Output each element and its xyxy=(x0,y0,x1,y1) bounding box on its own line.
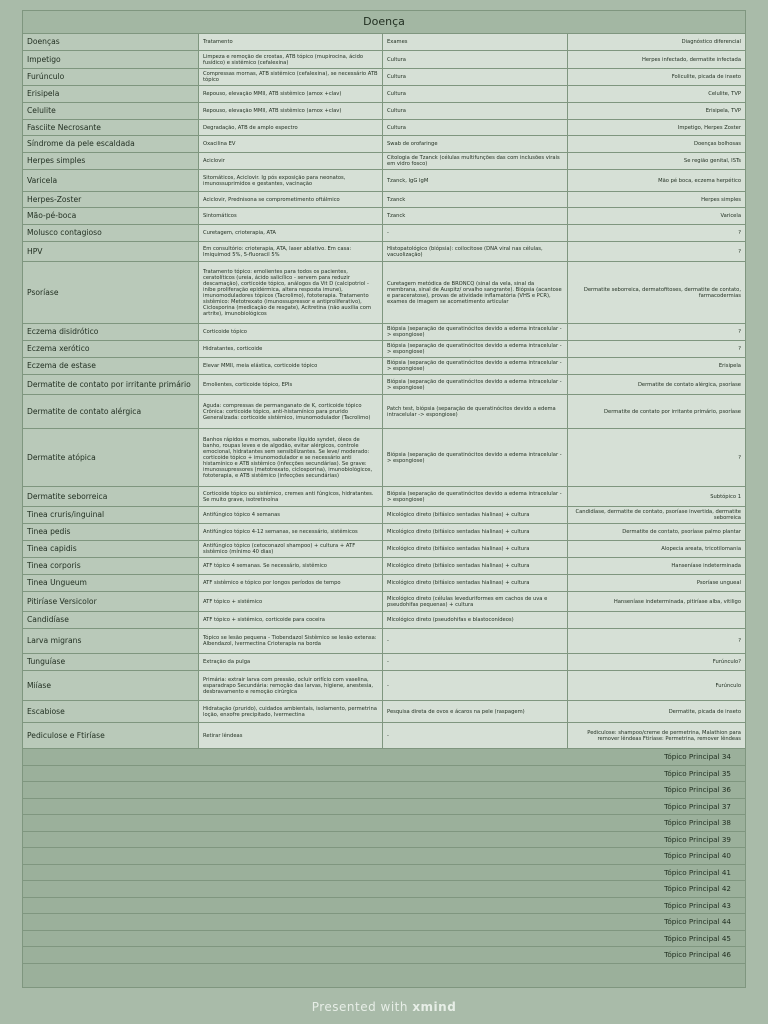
differential-cell[interactable]: Varicela xyxy=(568,208,745,224)
disease-cell[interactable]: Tinea capidis xyxy=(23,541,199,557)
table-row xyxy=(23,723,745,749)
disease-cell[interactable]: Miíase xyxy=(23,671,199,700)
table-row xyxy=(23,324,745,341)
differential-cell[interactable] xyxy=(568,612,745,628)
topic-item[interactable]: Tópico Principal 40 xyxy=(23,848,745,865)
differential-cell[interactable]: Dermatite, picada de inseto xyxy=(568,701,745,722)
table-row xyxy=(23,358,745,375)
exam-cell[interactable]: - xyxy=(383,654,568,670)
disease-cell[interactable]: Dermatite de contato por irritante primário xyxy=(23,375,199,394)
differential-cell[interactable]: Herpes infectado, dermatite infectada xyxy=(568,51,745,68)
table-row xyxy=(23,487,745,507)
disease-cell[interactable]: Pitiríase Versicolor xyxy=(23,592,199,611)
table-row xyxy=(23,375,745,395)
exam-cell[interactable]: Biópsia (separação de queratinócitos devido a edema intracelular -> espongiose) xyxy=(383,358,568,374)
table-grid xyxy=(23,34,745,964)
exam-cell[interactable]: Biópsia (separação de queratinócitos devido a edema intracelular -> espongiose) xyxy=(383,375,568,394)
differential-cell[interactable]: Psoríase ungueal xyxy=(568,575,745,591)
exam-cell[interactable]: Micológico direto (bifásico sentadas hialinas) + cultura xyxy=(383,507,568,523)
table-row xyxy=(23,671,745,701)
treatment-cell[interactable]: Retirar lêndeas xyxy=(199,723,383,748)
table-row xyxy=(23,507,745,524)
table-row xyxy=(23,262,745,324)
exam-cell[interactable]: Biópsia (separação de queratinócitos devido a edema intracelular -> espongiose) xyxy=(383,341,568,357)
disease-cell[interactable]: Fasciite Necrosante xyxy=(23,120,199,135)
treatment-cell[interactable]: Compressas mornas, ATB sistêmico (cefalexina), se necessário ATB tópico xyxy=(199,69,383,85)
treatment-cell[interactable]: Sintomáticos xyxy=(199,208,383,224)
xmind-logo: xmind xyxy=(412,1000,457,1014)
table-row xyxy=(23,136,745,153)
table-row xyxy=(23,86,745,103)
topic-item[interactable]: Tópico Principal 45 xyxy=(23,931,745,948)
table-row xyxy=(23,629,745,654)
table-row xyxy=(23,170,745,192)
table-row xyxy=(23,120,745,136)
disease-cell[interactable]: Dermatite de contato alérgica xyxy=(23,395,199,428)
treatment-cell[interactable]: ATF sistêmico e tópico por longos períodos de tempo xyxy=(199,575,383,591)
table-row xyxy=(23,208,745,225)
treatment-cell[interactable]: Aciclovir xyxy=(199,153,383,169)
treatment-cell[interactable]: Hidratação (prurido), cuidados ambientais, isolamento, permetrina loção, enxofre precipitado, Ivermectina xyxy=(199,701,383,722)
exam-cell[interactable]: Micológico direto (bifásico sentadas hialinas) + cultura xyxy=(383,575,568,591)
differential-cell[interactable]: Hanseníase indeterminada xyxy=(568,558,745,574)
treatment-cell[interactable]: Sitomáticos, Aciclovir. Ig pós exposição para neonatos, imunossuprimidos e gestantes, vacinação xyxy=(199,170,383,191)
differential-cell[interactable]: Foliculite, picada de inseto xyxy=(568,69,745,85)
exam-cell[interactable]: Cultura xyxy=(383,86,568,102)
table-row xyxy=(23,153,745,170)
topic-item[interactable]: Tópico Principal 37 xyxy=(23,799,745,816)
differential-cell[interactable]: Erisipela, TVP xyxy=(568,103,745,119)
topic-item[interactable]: Tópico Principal 42 xyxy=(23,881,745,898)
treatment-cell[interactable]: ATF tópico + sistêmico, corticoide para coceira xyxy=(199,612,383,628)
footer-prefix: Presented with xyxy=(311,1000,408,1014)
topic-item[interactable]: Tópico Principal 36 xyxy=(23,782,745,799)
differential-cell[interactable]: Furúnculo? xyxy=(568,654,745,670)
exam-cell[interactable]: Swab de orofaringe xyxy=(383,136,568,152)
disease-cell[interactable]: Candidíase xyxy=(23,612,199,628)
topic-item[interactable]: Tópico Principal 44 xyxy=(23,914,745,931)
table-row xyxy=(23,395,745,429)
disease-cell[interactable]: Mão-pé-boca xyxy=(23,208,199,224)
exam-cell[interactable]: - xyxy=(383,225,568,241)
table-row xyxy=(23,575,745,592)
disease-cell[interactable]: Tinea pedis xyxy=(23,524,199,540)
disease-cell[interactable]: Impetigo xyxy=(23,51,199,68)
treatment-cell[interactable]: Tópico se lesão pequena - Tiobendazol Sistêmico se lesão extensa: Albendazol, Ivermectina Crioterapia na borda xyxy=(199,629,383,653)
exam-cell[interactable]: Micológico direto (pseudohifas e blastoconídeos) xyxy=(383,612,568,628)
differential-cell[interactable]: Herpes simples xyxy=(568,192,745,207)
disease-cell[interactable]: Tinea cruris/inguinal xyxy=(23,507,199,523)
disease-cell[interactable]: Tinea Ungueum xyxy=(23,575,199,591)
presented-with-footer xyxy=(0,1000,768,1014)
differential-cell[interactable]: Mão pé boca, eczema herpético xyxy=(568,170,745,191)
table-row xyxy=(23,69,745,86)
differential-cell[interactable]: ? xyxy=(568,341,745,357)
table-row xyxy=(23,341,745,358)
table-row xyxy=(23,192,745,208)
differential-cell[interactable]: Dermatite de contato por irritante primário, psoríase xyxy=(568,395,745,428)
topic-item[interactable]: Tópico Principal 39 xyxy=(23,832,745,849)
exam-cell[interactable]: Micológico direto (bifásico sentadas hialinas) + cultura xyxy=(383,541,568,557)
disease-cell[interactable]: Dermatite atópica xyxy=(23,429,199,486)
disease-cell[interactable]: Eczema disidrótico xyxy=(23,324,199,340)
differential-cell[interactable]: Dermatite de contato alérgica, psoríase xyxy=(568,375,745,394)
differential-cell[interactable]: ? xyxy=(568,429,745,486)
table-row xyxy=(23,242,745,262)
differential-cell[interactable]: Pediculose: shampoo/creme de permetrina, Malathion para remover lêndeas Ftiríase: Permetrina, remover lêndeas xyxy=(568,723,745,748)
treatment-cell[interactable]: Antifúngico tópico 4-12 semanas, se necessário, sistêmicos xyxy=(199,524,383,540)
disease-cell[interactable]: Escabiose xyxy=(23,701,199,722)
disease-cell[interactable]: Eczema de estase xyxy=(23,358,199,374)
exam-cell[interactable]: Micológico direto (bifásico sentadas hialinas) + cultura xyxy=(383,524,568,540)
treatment-cell[interactable]: Oxacilina EV xyxy=(199,136,383,152)
differential-cell[interactable]: Alopecia areata, tricotilomania xyxy=(568,541,745,557)
differential-cell[interactable]: Se região genital, ISTs xyxy=(568,153,745,169)
exam-cell[interactable]: Curetagem metódica de BRONCQ (sinal da vela, sinal da membrana, sinal de Auspitz/ orvalho sangrante). Biópsia (acantose e paraceratose), provas de atividade inflamatória (VHS e PCR), exames de imagem se acometimento articular xyxy=(383,262,568,323)
mindmap-table xyxy=(22,10,746,988)
disease-cell[interactable]: HPV xyxy=(23,242,199,261)
header-exames[interactable]: Exames xyxy=(383,34,568,50)
differential-cell[interactable]: Furúnculo xyxy=(568,671,745,700)
treatment-cell[interactable]: ATF tópico + sistêmico xyxy=(199,592,383,611)
treatment-cell[interactable]: Repouso, elevação MMII, ATB sistêmico (amox +clav) xyxy=(199,103,383,119)
treatment-cell[interactable]: ATF tópico 4 semanas. Se necessário, sistêmico xyxy=(199,558,383,574)
treatment-cell[interactable]: Banhos rápidos e mornos, sabonete líquido syndet, óleos de banho, roupas leves e de algodão, evitar alérgicos, controle emocional, hidratantes sem sensibilizantes. Se leve/ moderado: corticoide tópico + imunomodulador e se necessário anti histamínico e ATB sistêmico (infecções secundárias). Se grave: imunossupressores (metotrexato, ciclosporina), imunobiológicos, fototerapia, e ATB sistêmico (infecções secundárias) xyxy=(199,429,383,486)
differential-cell[interactable]: Doenças bolhosas xyxy=(568,136,745,152)
differential-cell[interactable]: Impetigo, Herpes Zoster xyxy=(568,120,745,135)
exam-cell[interactable]: Biópsia (separação de queratinócitos devido a edema intracelular -> espongiose) xyxy=(383,429,568,486)
differential-cell[interactable]: Hanseníase indeterminada, pitiríase alba, vitiligo xyxy=(568,592,745,611)
table-row xyxy=(23,103,745,120)
differential-cell[interactable]: Erisipela xyxy=(568,358,745,374)
exam-cell[interactable]: Cultura xyxy=(383,103,568,119)
exam-cell[interactable]: - xyxy=(383,671,568,700)
treatment-cell[interactable]: Antifúngico tópico 4 semanas xyxy=(199,507,383,523)
table-row xyxy=(23,592,745,612)
disease-cell[interactable]: Larva migrans xyxy=(23,629,199,653)
disease-cell[interactable]: Síndrome da pele escaldada xyxy=(23,136,199,152)
disease-cell[interactable]: Psoríase xyxy=(23,262,199,323)
differential-cell[interactable]: ? xyxy=(568,242,745,261)
exam-cell[interactable]: Cultura xyxy=(383,69,568,85)
treatment-cell[interactable]: Em consultório: crioterapia, ATA, laser ablativo. Em casa: Imiquimod 5%, 5-fluoracil 5% xyxy=(199,242,383,261)
disease-cell[interactable]: Molusco contagioso xyxy=(23,225,199,241)
disease-cell[interactable]: Erisipela xyxy=(23,86,199,102)
table-row xyxy=(23,612,745,629)
treatment-cell[interactable]: Aguda: compressas de permanganato de K, corticoide tópico Crônica: corticoide tópico, anti-histamínico para prurido Generalizada: corticoide sistêmico, imunomodulador (Tacrolimo) xyxy=(199,395,383,428)
header-tratamento[interactable]: Tratamento xyxy=(199,34,383,50)
disease-cell[interactable]: Tunguíase xyxy=(23,654,199,670)
disease-cell[interactable]: Pediculose e Ftiríase xyxy=(23,723,199,748)
disease-cell[interactable]: Herpes-Zoster xyxy=(23,192,199,207)
differential-cell[interactable]: Dermatite seborreica, dermatofitoses, dermatite de contato, farmacodermias xyxy=(568,262,745,323)
exam-cell[interactable]: Tzanck, IgG IgM xyxy=(383,170,568,191)
differential-cell[interactable]: Dermatite de contato, psoríase palmo plantar xyxy=(568,524,745,540)
exam-cell[interactable]: - xyxy=(383,629,568,653)
topic-item[interactable]: Tópico Principal 34 xyxy=(23,749,745,766)
exam-cell[interactable]: - xyxy=(383,723,568,748)
disease-cell[interactable]: Herpes simples xyxy=(23,153,199,169)
disease-cell[interactable]: Varicela xyxy=(23,170,199,191)
exam-cell[interactable]: Tzanck xyxy=(383,192,568,207)
header-row xyxy=(23,34,745,51)
treatment-cell[interactable]: Corticoide tópico xyxy=(199,324,383,340)
header-doencas[interactable]: Doenças xyxy=(23,34,199,50)
disease-cell[interactable]: Dermatite seborreica xyxy=(23,487,199,506)
disease-cell[interactable]: Furúnculo xyxy=(23,69,199,85)
table-title[interactable]: Doença xyxy=(23,11,745,34)
exam-cell[interactable]: Citologia de Tzanck (células multifunções das com inclusões virais em vidro fosco) xyxy=(383,153,568,169)
treatment-cell[interactable]: Emolientes, corticoide tópico, EPIs xyxy=(199,375,383,394)
exam-cell[interactable]: Biópsia (separação de queratinócitos devido a edema intracelular -> espongiose) xyxy=(383,487,568,506)
topic-item[interactable]: Tópico Principal 41 xyxy=(23,865,745,882)
exam-cell[interactable]: Cultura xyxy=(383,120,568,135)
exam-cell[interactable]: Cultura xyxy=(383,51,568,68)
table-row xyxy=(23,429,745,487)
exam-cell[interactable]: Biópsia (separação de queratinócitos devido a edema intracelular -> espongiose) xyxy=(383,324,568,340)
differential-cell[interactable]: ? xyxy=(568,629,745,653)
disease-cell[interactable]: Eczema xerótico xyxy=(23,341,199,357)
exam-cell[interactable]: Tzanck xyxy=(383,208,568,224)
disease-rows xyxy=(23,51,745,749)
exam-cell[interactable]: Pesquisa direta de ovos e ácaros na pele (raspagem) xyxy=(383,701,568,722)
exam-cell[interactable]: Micológico direto (células leveduriformes em cachos de uva e pseudohifas pequenas) + cultura xyxy=(383,592,568,611)
treatment-cell[interactable]: Repouso, elevação MMII, ATB sistêmico (amox +clav) xyxy=(199,86,383,102)
differential-cell[interactable]: Celulite, TVP xyxy=(568,86,745,102)
table-row xyxy=(23,51,745,69)
topic-item[interactable]: Tópico Principal 35 xyxy=(23,766,745,783)
differential-cell[interactable]: Candidíase, dermatite de contato, psoríase invertida, dermatite seborreica xyxy=(568,507,745,523)
topic-item[interactable]: Tópico Principal 46 xyxy=(23,947,745,964)
treatment-cell[interactable]: Elevar MMII, meia elástica, corticoide tópico xyxy=(199,358,383,374)
differential-cell[interactable]: ? xyxy=(568,324,745,340)
treatment-cell[interactable]: Limpeza e remoção de crostas, ATB tópico (mupirocina, ácido fusídico) e sistêmico (cefalexina) xyxy=(199,51,383,68)
treatment-cell[interactable]: Corticoide tópico ou sistêmico, cremes anti fúngicos, hidratantes. Se muito grave, isotretinoína xyxy=(199,487,383,506)
differential-cell[interactable]: ? xyxy=(568,225,745,241)
table-row xyxy=(23,225,745,242)
exam-cell[interactable]: Histopatológico (biópsia): coilocitose (DNA viral nas células, vacuolização) xyxy=(383,242,568,261)
exam-cell[interactable]: Micológico direto (bifásico sentadas hialinas) + cultura xyxy=(383,558,568,574)
topic-item[interactable]: Tópico Principal 38 xyxy=(23,815,745,832)
treatment-cell[interactable]: Extração da pulga xyxy=(199,654,383,670)
header-diagnostico[interactable]: Diagnóstico diferencial xyxy=(568,34,745,50)
disease-cell[interactable]: Celulite xyxy=(23,103,199,119)
treatment-cell[interactable]: Aciclovir, Prednisona se comprometimento oftálmico xyxy=(199,192,383,207)
treatment-cell[interactable]: Antifúngico tópico (cetoconazol shampoo) + cultura + ATF sistêmico (mínimo 40 dias) xyxy=(199,541,383,557)
treatment-cell[interactable]: Curetagem, crioterapia, ATA xyxy=(199,225,383,241)
treatment-cell[interactable]: Hidratantes, corticoide xyxy=(199,341,383,357)
topic-item[interactable]: Tópico Principal 43 xyxy=(23,898,745,915)
treatment-cell[interactable]: Tratamento tópico: emolientes para todos os pacientes, ceratolíticos (ureia, ácido salicílico - servem para reduzir descamação), corticoide tópico, análogos da Vit D (calcipotriol - inibe proliferação epidérmica, altera resposta imune), imunomoduladores tópicos (Tacrolimo), fototerapia. Tratamento sistêmico: Metotrexato (imunossupressor e antiproliferativo), Ciclosporina (medicação de resgate), Acitretina (não auxilia com artrite), imunobiológicos xyxy=(199,262,383,323)
topic-list xyxy=(23,749,745,964)
table-row xyxy=(23,541,745,558)
treatment-cell[interactable]: Degradação, ATB de amplo espectro xyxy=(199,120,383,135)
table-row xyxy=(23,558,745,575)
disease-cell[interactable]: Tinea corporis xyxy=(23,558,199,574)
differential-cell[interactable]: Subtópico 1 xyxy=(568,487,745,506)
table-row xyxy=(23,701,745,723)
table-row xyxy=(23,654,745,671)
table-row xyxy=(23,524,745,541)
exam-cell[interactable]: Patch test, biópsia (separação de queratinócitos devido a edema intracelular -> espongiose) xyxy=(383,395,568,428)
treatment-cell[interactable]: Primária: extrair larva com pressão, ocluir orifício com vaselina, esparadrapo Secundária: remoção das larvas, higiene, anestesia, desbravamento e remoção cirúrgica xyxy=(199,671,383,700)
